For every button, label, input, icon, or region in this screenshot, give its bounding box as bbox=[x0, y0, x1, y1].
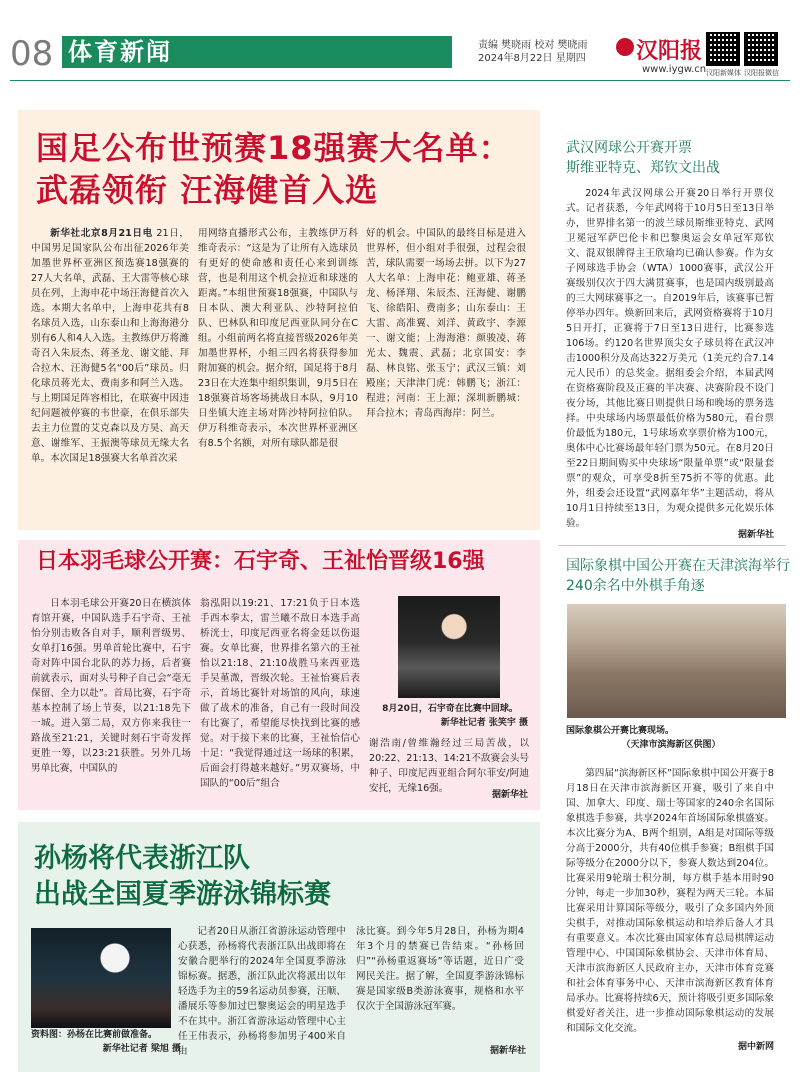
qr-label: 汉阳报微信 bbox=[744, 69, 779, 77]
badminton-player-photo bbox=[398, 596, 500, 698]
website-url[interactable]: www.iygw.cn bbox=[642, 64, 707, 75]
article-football-col3: 好的机会。中国队的最终目标是进入世界杯，但小组对手很强，过程会很苦，球队需要一场场去拼。以下为27人大名单：上海申花：鲍亚雄、蒋圣龙、杨泽翔、朱辰杰、汪海健、谢鹏飞、徐皓阳、费南多；山东泰山：王大雷、高准翼、刘洋、黄政宇、李源一、谢文能；上海海港：颜骏凌、蒋光太、魏震、武磊；北京国安：李磊、林良铭、张玉宁；武汉三镇：刘殿座；天津津门虎：韩鹏飞；浙江：程进；河南：王上源；深圳新鹏城：拜合拉木；青岛西海岸：阿兰。 bbox=[366, 228, 526, 419]
article-badminton-col3: 谢浩南/曾维瀚经过三局苦战，以20:22、21:13、14:21不敌赛会头号种子、印度尼西亚组合阿尔菲安/阿迪安托，无缘16强。 bbox=[369, 738, 529, 794]
side-tennis-title-line2: 斯维亚特克、郑钦文出战 bbox=[566, 160, 720, 176]
article-badminton-col2: 翁泓阳以19:21、17:21负于日本选手西本拳太，雷兰曦不敌日本选手高桥洸士，印度尼西亚名将金廷以伤退赛。女单比赛，世界排名第六的王祉怡以21:18、21:10战胜马来西亚选手吴堇溦，晋级次轮。王祉怡赛后表示，首场比赛针对场馆的风向，球速做了战术的准备，自己有一段时间没有比赛了，希望能尽快找到比赛的感觉。对于接下来的比赛，王祉怡信心十足：“我觉得通过这一场球的积累，后面会打得越来越好。”男双赛场，中国队的“00后”组合 bbox=[200, 598, 360, 789]
chess-photo-credit: （天津市滨海新区供图） bbox=[621, 740, 721, 750]
chess-source: 据中新网 bbox=[737, 1042, 774, 1052]
side-chess-title-line1: 国际象棋中国公开赛在天津滨海举行 bbox=[566, 558, 790, 574]
side-divider bbox=[558, 545, 786, 546]
logo-mark-icon bbox=[616, 38, 634, 56]
section-title: 体育新闻 bbox=[68, 38, 172, 66]
side-chess-title-line2: 240余名中外棋手角逐 bbox=[566, 578, 705, 594]
tennis-source: 据新华社 bbox=[737, 530, 774, 540]
page-number: 08 bbox=[10, 34, 54, 74]
article-badminton-title: 日本羽毛球公开赛：石宇奇、王祉怡晋级16强 bbox=[36, 549, 485, 574]
chess-photo-caption: 国际象棋公开赛比赛现场。 bbox=[566, 726, 675, 736]
side-chess-body: 第四届“滨海新区杯”国际象棋中国公开赛于8月18日在天津市滨海新区开赛，吸引了来自中国、加拿大、印度、瑞士等国家的240余名国际象棋选手参赛，共享2024年首场国际象棋盛宴。本次比赛分为A、B两个组别，A组是对国际等级分高于2000分，共有40位棋手参赛；B组棋手国际等级分在2000分以下，参赛人数达到204位。比赛采用9轮瑞士积分制，每方棋手基本用时90分钟，每走一步加30秒，赛程为两天三轮。本届比赛采用计算国际等级分，吸引了众多国内外顶尖棋手，对推动国际象棋运动和培养后备人才具有重要意义。本次比赛由国家体育总局棋牌运动管理中心、中国国际象棋协会、天津市体育局、天津市滨海新区人民政府主办，天津市体育竞赛和社会体育事务中心、天津市滨海新区教育体育局承办。比赛将持续6天，预计将吸引更多国际象棋爱好者关注，进一步推动国际象棋运动的发展和国际文化交流。 bbox=[566, 768, 774, 1034]
issue-date: 2024年8月22日 星期四 bbox=[478, 53, 586, 64]
badminton-photo-caption: 8月20日，石宇奇在比赛中回球。 bbox=[382, 704, 518, 714]
swim-source: 据新华社 bbox=[489, 1046, 526, 1056]
article-football-col2: 用网络直播形式公布，主教练伊万科维奇表示：“这是为了让所有入选球员有更好的使命感和责任心来到训练营，也是利用这个机会拉近和球迷的距离。”本组世预赛18强赛，中国队与日本队、澳大利亚队、沙特阿拉伯队、巴林队和印度尼西亚队同分在C组。小组前两名将直接晋级2026年美加墨世界杯，小组三四名将获得参加附加赛的机会。据介绍，国足将于8月23日在大连集中组织集训，9月5日在18强赛首场客场挑战日本队，9月10日坐镇大连主场对阵沙特阿拉伯队。伊万科维奇表示，本次世界杯亚洲区有8.5个名额，对所有球队都是很 bbox=[198, 228, 358, 449]
qr-code-icon bbox=[706, 32, 740, 66]
article-badminton-col1: 日本羽毛球公开赛20日在横滨体育馆开赛，中国队选手石宇奇、王祉怡分别击败各自对手，顺利晋级男、女单打16强。男单首轮比赛中，石宇奇对阵中国台北队的苏力扬，后者赛前就表示，面对头号种子自己会“毫无保留、全力以赴”。首局比赛，石宇奇基本控制了场上节奏，以21:18先下一城。进入第二局，双方你来我往一路战至21:21，关键时刻石宇奇发挥更胜一筹，以23:21获胜。另外几场男单比赛，中国队的 bbox=[31, 598, 191, 774]
side-tennis-title-line1: 武汉网球公开赛开票 bbox=[566, 140, 692, 156]
article-football-title-line1: 国足公布世预赛18强赛大名单： bbox=[36, 129, 512, 167]
badminton-photo-credit: 新华社记者 张笑宇 摄 bbox=[440, 718, 528, 728]
swim-photo-credit: 新华社记者 梁旭 摄 bbox=[102, 1044, 181, 1054]
qr-label: 汉阳新媒体 bbox=[706, 69, 741, 77]
article-swim-title-line1: 孙杨将代表浙江队 bbox=[34, 843, 250, 874]
newspaper-logo: 汉阳报 bbox=[636, 38, 703, 64]
header-divider bbox=[10, 80, 790, 81]
dateline: 新华社北京8月21日电 bbox=[50, 228, 153, 239]
chess-tournament-photo bbox=[567, 604, 786, 718]
badminton-source: 据新华社 bbox=[491, 790, 528, 800]
article-swim-col2: 泳比赛。到今年5月28日，孙杨为期4年3个月的禁赛已告结束。“孙杨回归”“孙杨重返赛场”等话题，近日广受网民关注。据了解，全国夏季游泳锦标赛是国家级B类游泳赛事，规格和水平仅次于全国游泳冠军赛。 bbox=[356, 926, 524, 1012]
qr-code-icon bbox=[744, 32, 778, 66]
article-football-title-line2: 武磊领衔 汪海健首入选 bbox=[36, 171, 379, 209]
article-swim-title-line2: 出战全国夏季游泳锦标赛 bbox=[34, 879, 331, 910]
editor-line: 责编 樊晓雨 校对 樊晓雨 bbox=[478, 40, 588, 51]
swim-photo-caption: 资料图：孙杨在比赛前做准备。 bbox=[31, 1030, 158, 1040]
swimmer-photo bbox=[31, 928, 171, 1028]
article-football-col1: 新华社北京8月21日电 21日，中国男足国家队公布出征2026年美加墨世界杯亚洲区预选赛18强赛的27人大名单，武磊、王大雷等核心球员在列，上海申花中场汪海健首次入选。本期大名单中，上海申花共有8名球员入选，山东泰山和上海海港分别有6人和4人入选。主教练伊万将潍奇召入朱辰杰、蒋圣龙、谢文能、拜合拉木、汪海健5名“00后”球员。归化球员蒋光太、费南多和阿兰入选。与上期国足阵容相比，在联赛中因违纪问题被停赛的韦世豪，在俱乐部失去主力位置的艾克森以及方昊、高天意、谢维军、王振澳等球员无缘大名单。本次国足18强赛大名单首次采 bbox=[31, 228, 189, 464]
article-swim-col1: 记者20日从浙江省游泳运动管理中心获悉，孙杨将代表浙江队出战即将在安徽合肥举行的2024年全国夏季游泳锦标赛。据悉，浙江队此次将派出以年轻选手为主的59名运动员参赛，汪顺、潘展乐等参加过巴黎奥运会的明星选手不在其中。浙江省游泳运动管理中心主任王伟表示，孙杨将参加男子400米自由 bbox=[178, 926, 346, 1057]
side-tennis-body: 2024年武汉网球公开赛20日举行开票仪式。记者获悉，今年武网将于10月5日至13日举办，世界排名第一的波兰球员斯维亚特克、武网卫冕冠军萨巴伦卡和巴黎奥运会女单冠军郑钦文、混双银牌得主王欣瑜均已确认参赛。作为女子网球选手协会（WTA）1000赛事，武汉公开赛级别仅次于四大满贯赛事，也是国内级别最高的三大网球赛事之一。自2019年后，该赛事已暂停举办四年。焕新回来后，武网资格赛将于10月5日开打，正赛将于7日至13日进行，比赛参选106场。约120名世界顶尖女子球员将在武汉冲击1000积分及高达322万美元（1美元约合7.14元人民币）的总奖金。据组委会介绍，本届武网在资格赛阶段及正赛的半决赛、决赛阶段不设门夜分场，其他比赛日则提供日场和晚场的票务选择。中央球场内场票最低价格为580元，看台票价最低为180元，1号球场欢享票价格为100元，奥体中心比赛场最年轻门票为50元。在8月20日至22日期间购买中央球场“限量单票”或“限量套票”的观众，可享受8折至75折不等的优惠。此外，组委会还设置“武网嘉年华”主题活动，将从10月1日持续至13日，为观众提供多元化娱乐体验。 bbox=[566, 188, 774, 529]
